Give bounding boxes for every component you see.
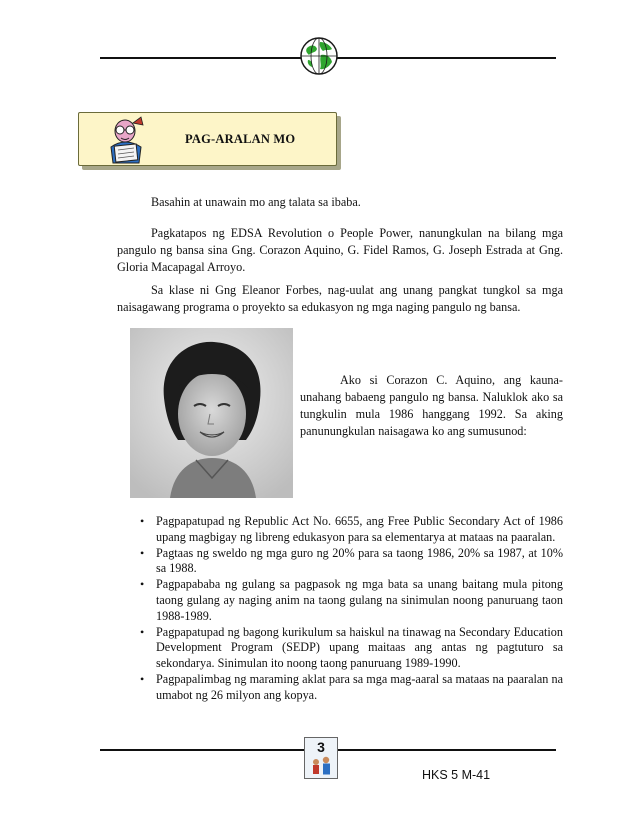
paragraph-presidents: Pagkatapos ng EDSA Revolution o People Power, nanungkulan na bilang mga pangulo ng bansa sina Gng. Corazon Aquino, G. Fidel Ramos, G. Joseph Estrada at Gng. Gloria Macapagal Arroyo. <box>117 226 563 274</box>
section-banner <box>78 112 337 166</box>
person-reading-icon <box>103 115 151 165</box>
module-code: HKS 5 M-41 <box>422 768 491 782</box>
list-item: • Pagtaas ng sweldo ng mga guro ng 20% para sa taong 1986, 20% sa 1987, at 10% sa 1988. <box>140 545 563 576</box>
paragraph-instruction: Basahin at unawain mo ang talata sa ibaba. <box>151 195 361 209</box>
achievements-list <box>140 514 563 704</box>
banner-title: PAG-ARALAN MO <box>185 132 296 146</box>
list-item: • Pagpapalimbag ng maraming aklat para sa mga mag-aaral sa mataas na paaralan na umabot ng 26 milyon ang kopya. <box>140 671 563 702</box>
list-item: • Pagpapatupad ng Republic Act No. 6655, ang Free Public Secondary Act of 1986 upang magbigay ng libreng edukasyon para sa elementarya at mataas na paaralan. <box>140 514 563 544</box>
aquino-quote: Ako si Corazon C. Aquino, ang kauna-unahang babaeng pangulo ng bansa. Naluklok ako sa tungkulin mula 1986 hanggang 1992. Sa aking panunungkulan naisagawa ko ang sumusunod: <box>300 373 563 438</box>
globe-icon <box>299 36 339 76</box>
portrait-photo <box>130 328 293 498</box>
footer-emblem <box>304 737 338 779</box>
paragraph-report: Sa klase ni Gng Eleanor Forbes, nag-uulat ang unang pangkat tungkol sa mga naisagawang programa o proyekto sa edukasyon ng mga naging pangulo ng bansa. <box>117 283 563 314</box>
list-item: • Pagpapatupad ng bagong kurikulum sa haiskul na tinawag na Secondary Education Development Program (SEDP) upang maitaas ang antas ng pagtuturo sa sekondarya. Sinimulan ito noong taong panuruang 1989-1990. <box>140 624 563 671</box>
page-number: 3 <box>317 739 325 755</box>
list-item: • Pagpapababa ng gulang sa pagpasok ng mga bata sa unang baitang mula pitong taong gulang ay naging anim na taong gulang na sinimulan noong panuruang taon 1988-1989. <box>140 577 563 623</box>
